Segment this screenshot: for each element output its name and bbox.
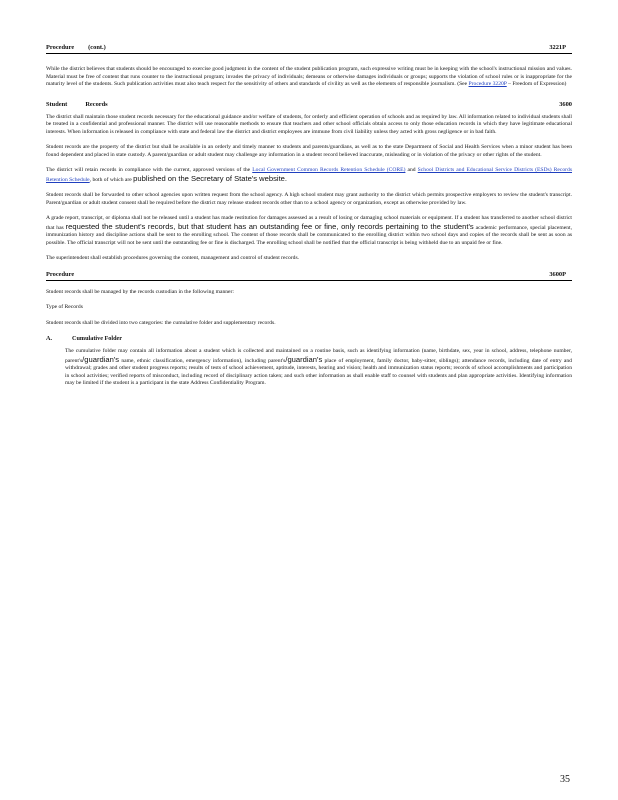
page-number: 35 xyxy=(560,774,570,785)
procedure-3220p-link[interactable]: Procedure 3220P xyxy=(468,81,507,87)
paragraph: Student records shall be forwarded to other school agencies upon written request from the school agency. A high school student may grant authority to the district which permits prospective employers to review the student's transcript. Parent/guardian or adult student consent shall be required before the district may release student records other than to a school agency or organization, except as otherwise provided by law. xyxy=(46,192,572,206)
page-header xyxy=(46,44,572,54)
paragraph: Student records shall be managed by the records custodian in the following manner: xyxy=(46,288,234,295)
subheading-cumulative-folder: A. Cumulative Folder xyxy=(46,335,123,342)
core-schedule-link[interactable]: Local Government Common Records Retention Schedule (CORE) xyxy=(252,167,406,173)
paragraph: The district shall maintain those student records necessary for the educational guidance and/or welfare of students, for orderly and efficient operation of schools and as required by law. All information related to individual students shall be treated in a confidential and professional manner. The district will use reasonable methods to ensure that teachers and other school officials obtain access to only those education records in which they have legitimate educational interests. When information is released in compliance with state and federal law the district and district employees are immune from civil liability unless they acted with gross negligence or in bad faith. xyxy=(46,113,572,135)
esd-schedule-link[interactable]: School Districts and Educational Service Districts (ESDs) Records Retention Schedule xyxy=(46,167,572,183)
section-heading-procedure: Procedure 3600P xyxy=(46,271,572,281)
retention-paragraph: The district will retain records in compliance with the current, approved versions of the Local Government Common Records Retention Schedule (CORE) and School Districts and Educational Service Districts (ESDs) Records Retention Schedule, both of which are published on the Secretary of State's website. xyxy=(46,167,572,183)
restitution-paragraph: A grade report, transcript, or diploma shall not be released until a student has made restitution for damages assessed as a result of losing or damaging school materials or equipment. If a student has transferred to another school district that has requested the student's records, but that student has an outstanding fee or fine, only records pertaining to the student's academic performance, special placement, immunization history and discipline actions shall be sent to the enrolling school. The content of those records shall be communicated to the enrolling district within two school days and copies of the records shall be sent as soon as possible. The official transcript will not be sent until the outstanding fee or fine is discharged. The enrolling school shall be notified that the official transcript is being withheld due to an unpaid fee or fine. xyxy=(46,215,572,246)
section-code: 3600P xyxy=(549,270,566,278)
paragraph: Student records are the property of the district but shall be available in an orderly and timely manner to students and parents/guardians, as well as to the state Department of Social and Health Services when a minor student has been found dependent and placed in state custody. A parent/guardian or adult student may challenge any information in a student record believed inaccurate, misleading or in violation of the privacy or other rights of the student. xyxy=(46,144,572,158)
paragraph: Type of Records xyxy=(46,304,83,310)
header-title: Procedure xyxy=(46,44,75,51)
cumulative-folder-paragraph: The cumulative folder may contain all information about a student which is collected and maintained on a routine basis, such as identifying information (name, birthdate, sex, year in school, address, telephone number, parent's/guardian's name, ethnic classification, emergency information), including parent's/guardian's place of employment, family doctor, baby-sitter, siblings); attendance records, including date of entry and withdrawal; grades and other student progress reports; results of tests of school achievement, aptitude, interests, hearing and vision; health and immunization status reports; records of school accomplishments and participation in school activities; verified reports of misconduct, including record of disciplinary action taken; and such other information as shall enable staff to counsel with students and plan appropriate activities. Identifying information may be limited if the student is a participant in the state Address Confidentiality Program. xyxy=(65,348,572,386)
section-code: 3600 xyxy=(559,100,572,108)
paragraph: Student records shall be divided into two categories: the cumulative folder and supplementary records. xyxy=(46,319,276,326)
document-page xyxy=(46,44,572,388)
paragraph: The superintendent shall establish procedures governing the content, management and control of student records. xyxy=(46,255,300,261)
header-code: 3221P xyxy=(549,44,566,51)
header-suffix: (cont.) xyxy=(88,44,106,51)
section-heading-student-records: Student Records 3600 xyxy=(46,100,572,108)
intro-paragraph: While the district believes that students should be encouraged to exercise good judgment in the content of the student publication program, such expressive writing must be in keeping with the school's instructional mission and values. Material must be free of content that runs counter to the instructional program; invades the privacy of individuals; demeans or otherwise damages individuals or groups; supports the violation of school rules or is inappropriate for the maturity level of the students. Such publication activities must also teach respect for the sensitivity of others and standards of civility as well as the elements of responsible journalism. (See Procedure 3220P – Freedom of Expression) xyxy=(46,66,572,87)
